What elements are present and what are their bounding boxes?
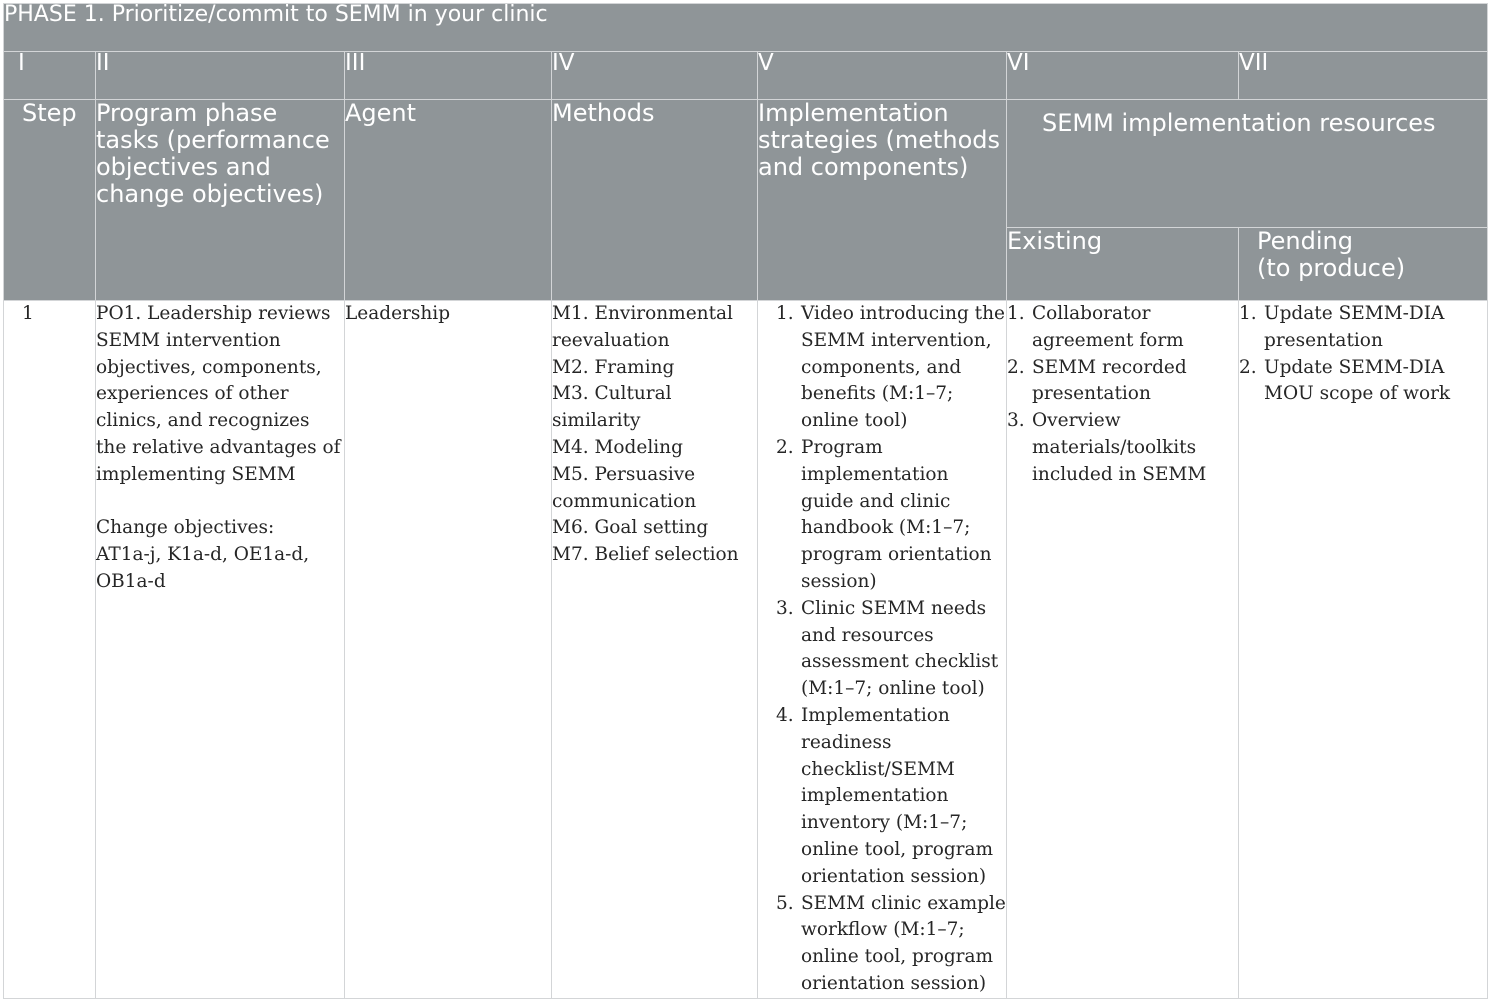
list-item: [776, 301, 1006, 435]
change-objectives-label: Change objectives:: [96, 517, 275, 539]
semm-phase-table: [3, 3, 1488, 999]
list-number: 1.: [1239, 303, 1257, 324]
list-text: Implementation readiness checklist/SEMM implementation inventory (M:1–7; online tool, program orientation session): [801, 704, 994, 887]
list-item: [776, 596, 1006, 703]
pending-list: [1239, 301, 1487, 408]
list-item: [1007, 355, 1238, 409]
list-number: 2.: [776, 436, 794, 458]
list-text: Clinic SEMM needs and resources assessment checklist (M:1–7; online tool): [801, 597, 999, 700]
list-item: [1239, 301, 1487, 355]
list-item: [776, 435, 1006, 596]
list-text: Update SEMM-DIA MOU scope of work: [1264, 356, 1451, 405]
change-objectives-value: AT1a-j, K1a-d, OE1a-d, OB1a-d: [96, 544, 310, 592]
cell-existing: [1007, 301, 1239, 999]
list-text: Video introducing the SEMM intervention, components, and benefits (M:1–7; online tool): [801, 303, 1005, 432]
header-implementation-strategies: Implementation strategies (methods and components): [758, 100, 1007, 301]
method-item: M5. Persuasive communication: [552, 463, 697, 512]
cell-methods: [552, 301, 758, 999]
method-item: M6. Goal setting: [552, 517, 709, 539]
header-methods: Methods: [552, 100, 758, 301]
list-text: Overview materials/toolkits included in SEMM: [1032, 410, 1207, 485]
column-number-3: III: [345, 52, 552, 100]
list-item: [1007, 408, 1238, 488]
cell-task: [96, 301, 345, 999]
list-number: 4.: [776, 704, 794, 726]
cell-strategies: [758, 301, 1007, 999]
column-number-4: IV: [552, 52, 758, 100]
cell-agent: Leadership: [345, 301, 552, 999]
list-item: [776, 891, 1006, 998]
column-number-6: VI: [1007, 52, 1239, 100]
list-item: [1239, 355, 1487, 409]
list-number: 1.: [1007, 303, 1025, 324]
list-text: Update SEMM-DIA presentation: [1264, 303, 1445, 351]
method-item: M4. Modeling: [552, 436, 683, 458]
method-item: M2. Framing: [552, 356, 675, 378]
column-number-1: I: [4, 52, 96, 100]
cell-step: 1: [4, 301, 96, 999]
list-text: SEMM recorded presentation: [1032, 356, 1187, 405]
task-text: PO1. Leadership reviews SEMM intervention objectives, components, experiences of other clinics, and recognizes the relative advantages of implementing SEMM: [96, 303, 341, 485]
column-number-2: II: [96, 52, 345, 100]
header-program-phase-tasks: Program phase tasks (performance objectives and change objectives): [96, 100, 345, 301]
method-item: M3. Cultural similarity: [552, 383, 672, 432]
existing-list: [1007, 301, 1238, 489]
header-pending: [1239, 228, 1488, 301]
list-text: Collaborator agreement form: [1032, 303, 1184, 351]
strategies-list: [776, 301, 1006, 998]
list-number: 5.: [776, 892, 794, 914]
header-pending-line2: (to produce): [1257, 254, 1406, 282]
header-existing: Existing: [1007, 228, 1239, 301]
list-number: 1.: [776, 303, 794, 324]
phase-title: PHASE 1. Prioritize/commit to SEMM in your clinic: [4, 4, 1488, 52]
list-text: Program implementation guide and clinic handbook (M:1–7; program orientation session): [801, 436, 992, 592]
list-number: 3.: [776, 597, 794, 619]
list-number: 2.: [1239, 356, 1257, 378]
column-number-5: V: [758, 52, 1007, 100]
header-semm-resources: SEMM implementation resources: [1007, 100, 1488, 228]
header-step: Step: [4, 100, 96, 301]
cell-pending: [1239, 301, 1488, 999]
column-number-7: VII: [1239, 52, 1488, 100]
list-number: 3.: [1007, 410, 1025, 432]
method-item: M1. Environmental reevaluation: [552, 303, 733, 351]
list-number: 2.: [1007, 356, 1025, 378]
list-text: SEMM clinic example workflow (M:1–7; online tool, program orientation session): [801, 892, 1006, 994]
list-item: [1007, 301, 1238, 355]
method-item: M7. Belief selection: [552, 544, 739, 566]
header-agent: Agent: [345, 100, 552, 301]
table-row: [4, 301, 1488, 999]
list-item: [776, 703, 1006, 891]
header-pending-line1: Pending: [1257, 227, 1353, 255]
